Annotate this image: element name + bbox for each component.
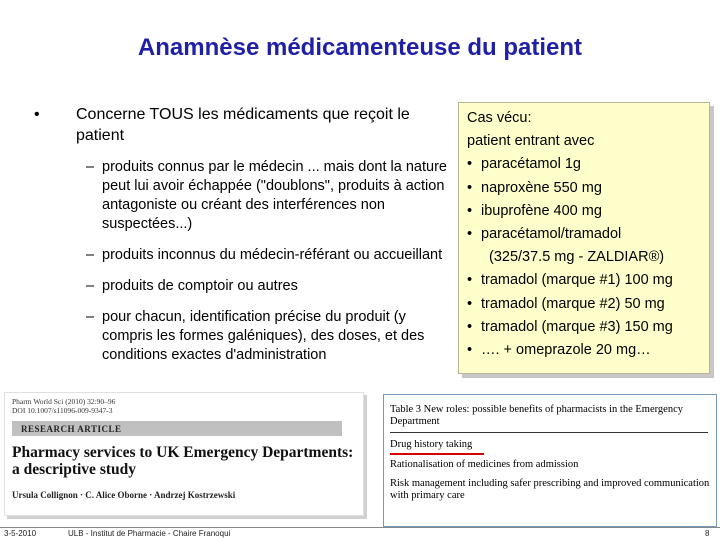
table-row: Drug history taking bbox=[390, 439, 473, 450]
sub-bullet-text: produits connus par le médecin ... mais dont la nature peut lui avoir échappée ("doublons", produits à action antagoniste ou créant des interférences non suspectées...) bbox=[102, 159, 447, 232]
case-heading: Cas vécu: bbox=[467, 110, 532, 126]
case-item-text: paracétamol/tramadol bbox=[481, 226, 622, 243]
table-row: Rationalisation of medicines from admission bbox=[390, 459, 579, 470]
sub-bullet-text: pour chacun, identification précise du produit (y compris les formes galéniques), des doses, et des conditions exactes d'administration bbox=[102, 309, 425, 363]
sub-bullet-list bbox=[86, 158, 450, 365]
case-item bbox=[467, 200, 701, 223]
case-item-text: …. + omeprazole 20 mg… bbox=[481, 342, 651, 359]
article-title: Pharmacy services to UK Emergency Departments: a descriptive study bbox=[12, 444, 354, 478]
article-journal: Pharm World Sci (2010) 32:90–96 bbox=[12, 397, 116, 406]
sub-bullet bbox=[86, 246, 450, 265]
case-item-continuation: (325/37.5 mg - ZALDIAR®) bbox=[489, 249, 665, 266]
article-section-band bbox=[12, 421, 342, 436]
sub-bullet bbox=[86, 308, 450, 365]
case-item-text: tramadol (marque #2) 50 mg bbox=[481, 295, 665, 312]
dash-marker: – bbox=[86, 278, 95, 294]
bullet-marker: • bbox=[467, 156, 473, 173]
case-item bbox=[467, 293, 701, 316]
case-item bbox=[467, 269, 701, 292]
bullet-marker: • bbox=[467, 342, 473, 359]
dash-marker: – bbox=[86, 159, 95, 175]
slide-title: Anamnèse médicamenteuse du patient bbox=[137, 34, 583, 61]
dash-marker: – bbox=[86, 247, 95, 263]
table-row: Risk management including safer prescribing and improved communication with primary care bbox=[390, 478, 710, 501]
case-item bbox=[467, 339, 701, 362]
sub-bullet-text: produits de comptoir ou autres bbox=[102, 278, 298, 294]
bullet-marker: • bbox=[34, 106, 40, 123]
case-item bbox=[467, 316, 701, 339]
bullet-marker: • bbox=[467, 226, 473, 243]
main-bullet bbox=[30, 104, 450, 146]
article-authors: Ursula Collignon · C. Alice Oborne · Andrzej Kostrzewski bbox=[12, 490, 236, 500]
main-bullet-text: Concerne TOUS les médicaments que reçoit le patient bbox=[76, 106, 410, 144]
footer-page-number: 8 bbox=[705, 529, 710, 538]
case-box bbox=[458, 102, 710, 374]
table-rule bbox=[390, 432, 708, 433]
case-item-text: tramadol (marque #1) 100 mg bbox=[481, 272, 673, 289]
case-subheading: patient entrant avec bbox=[467, 133, 595, 150]
article-excerpt-image bbox=[4, 392, 364, 516]
left-content bbox=[30, 104, 450, 377]
bullet-marker: • bbox=[467, 202, 473, 219]
table-caption: Table 3 New roles: possible benefits of pharmacists in the Emergency Department bbox=[390, 404, 683, 427]
dash-marker: – bbox=[86, 309, 95, 325]
sub-bullet bbox=[86, 158, 450, 234]
case-item-text: ibuprofène 400 mg bbox=[481, 202, 602, 219]
article-doi: DOI 10.1007/s11096-009-9347-3 bbox=[12, 406, 113, 415]
bullet-marker: • bbox=[467, 295, 473, 312]
case-item bbox=[467, 177, 701, 200]
sub-bullet bbox=[86, 277, 450, 296]
case-item bbox=[467, 223, 701, 246]
bullet-marker: • bbox=[467, 318, 473, 335]
footer-date: 3-5-2010 bbox=[4, 529, 37, 538]
case-item-text: paracétamol 1g bbox=[481, 156, 581, 173]
sub-bullet-text: produits inconnus du médecin-référant ou accueillant bbox=[102, 247, 443, 263]
bullet-marker: • bbox=[467, 272, 473, 289]
footer-institution: ULB - Institut de Pharmacie - Chaire Franoqui bbox=[68, 529, 231, 538]
drug-history-underline bbox=[390, 453, 484, 455]
case-item-text: naproxène 550 mg bbox=[481, 179, 602, 196]
case-item-text: tramadol (marque #3) 150 mg bbox=[481, 318, 673, 335]
footer-rule bbox=[0, 527, 720, 528]
bullet-marker: • bbox=[467, 179, 473, 196]
case-item bbox=[467, 153, 701, 176]
table-excerpt-image bbox=[383, 394, 717, 527]
article-section-label: RESEARCH ARTICLE bbox=[21, 424, 122, 434]
